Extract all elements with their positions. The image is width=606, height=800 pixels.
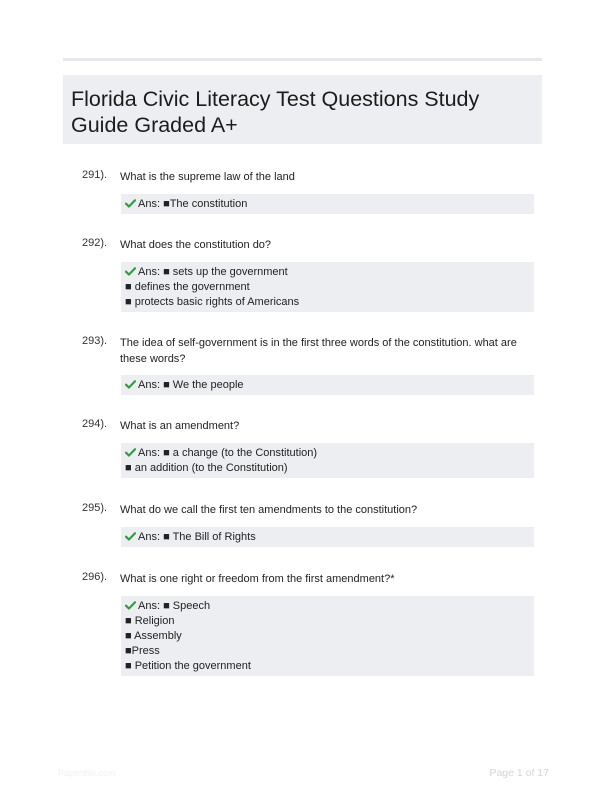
answer-line: ■ Petition the government bbox=[125, 660, 251, 672]
answer-line bbox=[125, 197, 530, 212]
answer-line: ■ an addition (to the Constitution) bbox=[125, 462, 288, 474]
check-icon bbox=[125, 199, 136, 208]
answer-text: Ans: ■ We the people bbox=[138, 379, 244, 391]
check-icon bbox=[125, 601, 136, 610]
question-number: 296). bbox=[82, 571, 108, 583]
check-icon bbox=[125, 267, 136, 276]
title-band bbox=[63, 75, 542, 144]
answer-line bbox=[125, 530, 530, 545]
footer-watermark: Papertfile.com bbox=[58, 768, 116, 778]
question-text: What does the constitution do? bbox=[120, 239, 272, 251]
answer-text: Ans: ■ Speech bbox=[138, 600, 211, 612]
top-rule bbox=[63, 58, 542, 61]
check-icon bbox=[125, 380, 136, 389]
question-text: What is one right or freedom from the first amendment?* bbox=[120, 573, 395, 585]
question-number: 292). bbox=[82, 237, 108, 249]
answer-text: Ans: ■ a change (to the Constitution) bbox=[138, 447, 318, 459]
answer-text: Ans: ■ The Bill of Rights bbox=[138, 531, 256, 543]
answer-line bbox=[125, 446, 530, 461]
page-number: Page 1 of 17 bbox=[489, 767, 549, 779]
answer-line: ■ protects basic rights of Americans bbox=[125, 296, 300, 308]
answer-line bbox=[125, 265, 530, 280]
question-text: What is an amendment? bbox=[120, 420, 240, 432]
answer-box bbox=[121, 262, 534, 312]
answer-line bbox=[125, 378, 530, 393]
answer-text: Ans: ■ sets up the government bbox=[138, 266, 288, 278]
answer-box bbox=[121, 527, 534, 547]
question-number: 291). bbox=[82, 169, 108, 181]
page-title: Florida Civic Literacy Test Questions Study Guide Graded A+ bbox=[71, 87, 480, 137]
check-icon bbox=[125, 532, 136, 541]
check-icon bbox=[125, 448, 136, 457]
question-number: 294). bbox=[82, 418, 108, 430]
answer-line bbox=[125, 599, 530, 614]
answer-box bbox=[121, 194, 534, 214]
answer-box bbox=[121, 375, 534, 395]
question-text: What is the supreme law of the land bbox=[120, 171, 295, 183]
question-number: 293). bbox=[82, 335, 108, 347]
question-text: The idea of self-government is in the first three words of the constitution. what are these words? bbox=[120, 337, 517, 365]
answer-line: ■ Religion bbox=[125, 615, 175, 627]
answer-line: ■ Assembly bbox=[125, 630, 182, 642]
question-text: What do we call the first ten amendments to the constitution? bbox=[120, 504, 418, 516]
answer-box bbox=[121, 596, 534, 676]
answer-text: Ans: ■The constitution bbox=[138, 198, 248, 210]
answer-line: ■ defines the government bbox=[125, 281, 250, 293]
question-number: 295). bbox=[82, 502, 108, 514]
answer-line: ■Press bbox=[125, 645, 160, 657]
answer-box bbox=[121, 443, 534, 478]
